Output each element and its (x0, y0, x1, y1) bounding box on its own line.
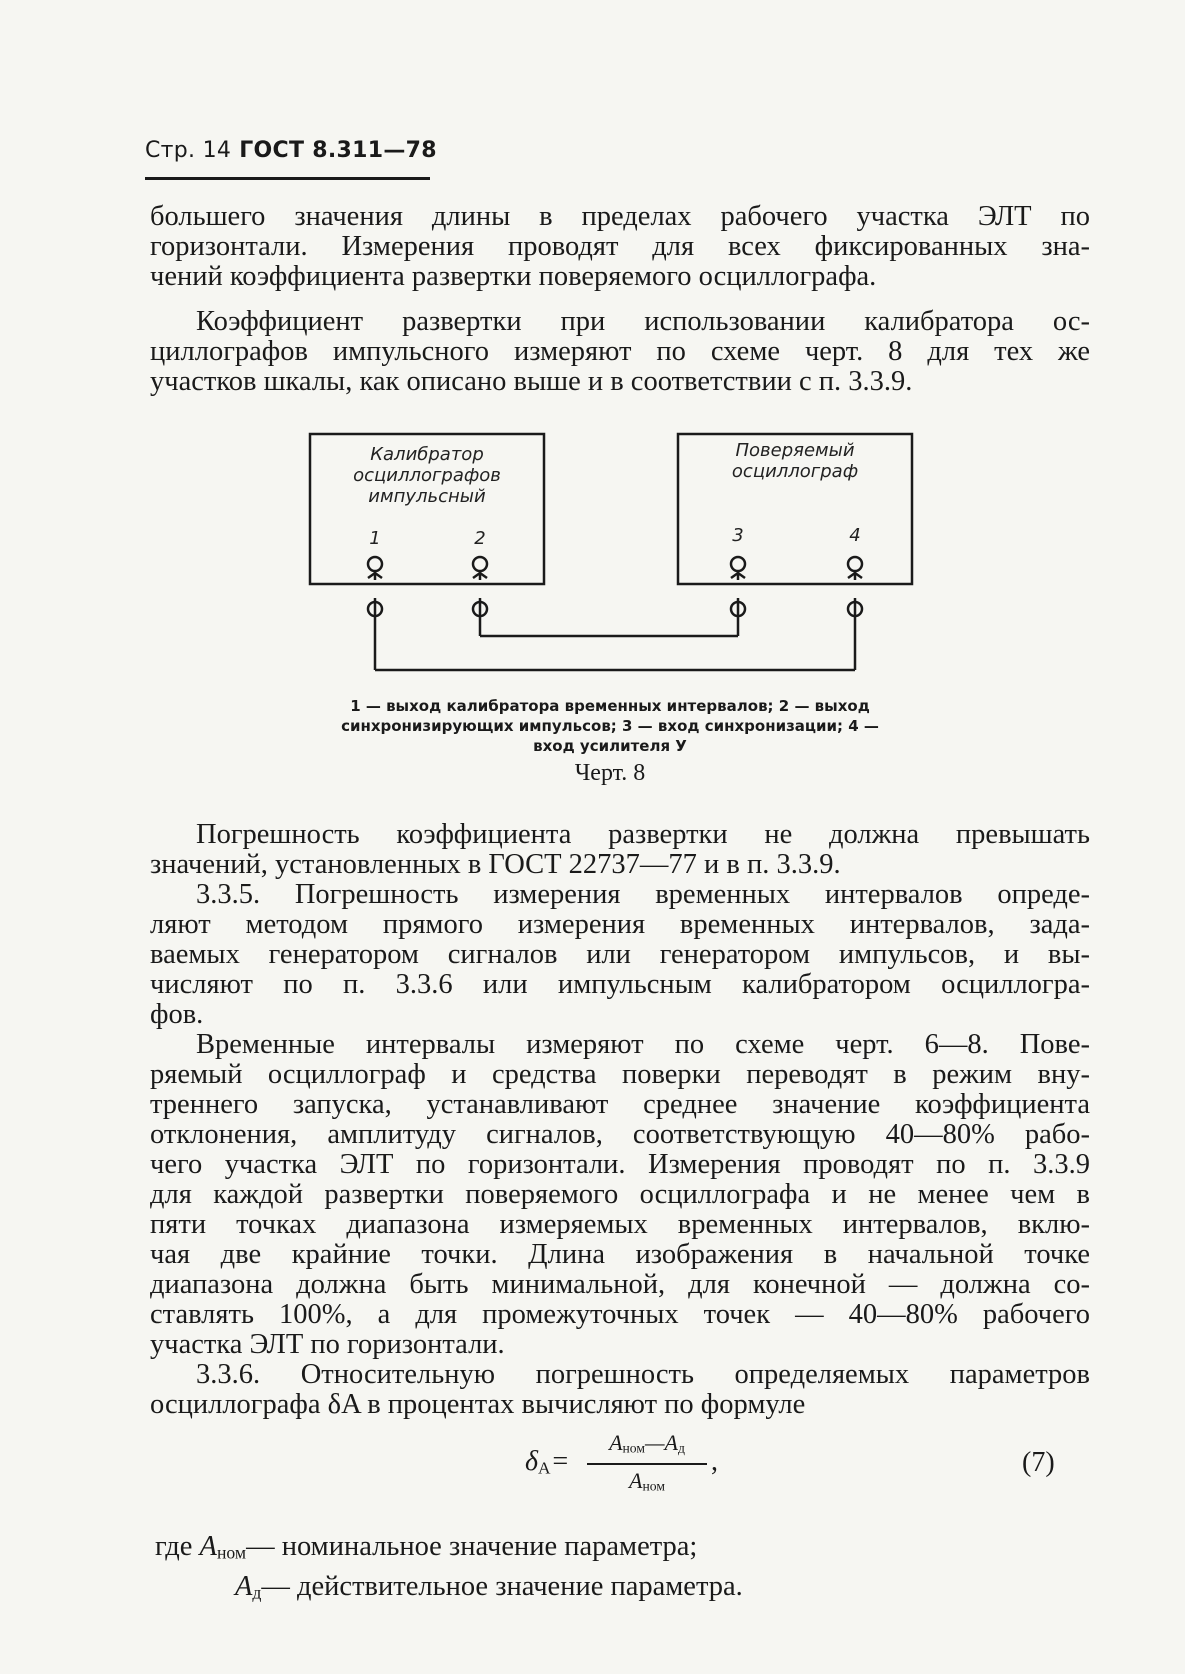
text-line: треннего запуска, устанавливают среднее значение коэффициента (150, 1089, 1090, 1120)
text-line: чего участка ЭЛТ по горизонтали. Измерения проводят по п. 3.3.9 (150, 1149, 1090, 1180)
formula-symbol: A (664, 1430, 678, 1455)
error-formula (525, 1430, 765, 1500)
connection-diagram (300, 428, 940, 688)
text-line: значений, установленных в ГОСТ 22737—77 и в п. 3.3.9. (150, 849, 841, 880)
block-label-line: Калибратор (370, 444, 484, 465)
formula-subscript: ном (622, 1440, 645, 1456)
formula-subscript: ном (216, 1542, 247, 1563)
page-header (145, 138, 437, 163)
legend-line: 1 — выход калибратора временных интервалов; 2 — выход (350, 697, 870, 715)
terminal-number: 2 (474, 528, 486, 549)
block-label-line: осциллографов (353, 465, 501, 486)
header-rule (145, 177, 430, 180)
text-line: чений коэффициента развертки поверяемого осциллографа. (150, 261, 877, 292)
block-label-line: осциллограф (731, 461, 859, 482)
formula-subscript: ном (642, 1478, 665, 1494)
formula-symbol: A (629, 1468, 643, 1493)
terminal-number: 1 (369, 528, 381, 549)
where-prefix: где (155, 1531, 193, 1562)
symbol-nominal (200, 1531, 247, 1562)
text-line: Коэффициент развертки при использовании калибратора ос- (196, 306, 1090, 337)
definition-actual: — действительное значение параметра. (261, 1570, 743, 1602)
diagram-legend (300, 696, 920, 756)
text-line: 3.3.6. Относительную погрешность определяемых параметров (196, 1359, 1090, 1390)
definition-nominal: — номинальное значение параметра; (246, 1531, 698, 1562)
text-line: ряемый осциллограф и средства поверки переводят в режим вну- (150, 1059, 1090, 1090)
paragraph-1 (150, 202, 1090, 292)
text-line: ставлять 100%, а для промежуточных точек — 40—80% рабочего (150, 1299, 1090, 1330)
text-line: фов. (150, 999, 204, 1030)
formula-subscript: д (678, 1440, 685, 1456)
text-line: ваемых генератором сигналов или генератором импульсов, и вы- (150, 939, 1090, 970)
text-line: 3.3.5. Погрешность измерения временных интервалов опреде- (196, 879, 1090, 910)
formula-denominator (587, 1468, 707, 1495)
paragraph-6 (150, 1360, 1090, 1420)
standard-designation: ГОСТ 8.311—78 (239, 138, 437, 163)
text-line: пяти точках диапазона измеряемых временных интервалов, вклю- (150, 1209, 1090, 1240)
formula-subscript: A (538, 1458, 551, 1478)
text-line: осциллографа δA в процентах вычисляют по формуле (150, 1389, 806, 1420)
legend-row-nominal (155, 1530, 743, 1570)
text-line: для каждой развертки поверяемого осциллографа и не менее чем в (150, 1179, 1090, 1210)
terminal-number: 3 (732, 525, 744, 546)
terminal-number: 4 (849, 525, 861, 546)
symbol-actual (235, 1571, 261, 1602)
formula-symbol: A (235, 1570, 253, 1602)
formula-subscript: д (252, 1582, 262, 1603)
text-line: ляют методом прямого измерения временных интервалов, зада- (150, 909, 1090, 940)
paragraph-3 (150, 820, 1090, 880)
formula-symbol: δ (525, 1446, 539, 1477)
formula-number: (7) (1022, 1447, 1055, 1478)
paragraph-5 (150, 1030, 1090, 1360)
text-line: участков шкалы, как описано выше и в соответствии с п. 3.3.9. (150, 366, 913, 397)
formula-comma: , (711, 1446, 718, 1477)
formula-lhs (525, 1446, 569, 1478)
page-number: Стр. 14 (145, 138, 232, 163)
text-line: диапазона должна быть минимальной, для конечной — должна со- (150, 1269, 1090, 1300)
text-line: Временные интервалы измеряют по схеме черт. 6—8. Пове- (196, 1029, 1090, 1060)
paragraph-2 (150, 307, 1090, 397)
text-line: числяют по п. 3.3.6 или импульсным калибратором осциллогра- (150, 969, 1090, 1000)
text-line: циллографов импульсного измеряют по схеме черт. 8 для тех же (150, 336, 1090, 367)
fraction-bar (587, 1463, 707, 1465)
block-label-line: импульсный (368, 486, 486, 507)
legend-row-actual (155, 1570, 743, 1610)
oscilloscope-label (678, 440, 912, 482)
text-line: отклонения, амплитуду сигналов, соответствующую 40—80% рабо- (150, 1119, 1090, 1150)
connector-icon (368, 557, 862, 580)
text-line: чая две крайние точки. Длина изображения в начальной точке (150, 1239, 1090, 1270)
text-line: участка ЭЛТ по горизонтали. (150, 1329, 505, 1360)
formula-legend (155, 1530, 743, 1609)
text-line: Погрешность коэффициента развертки не должна превышать (196, 819, 1090, 850)
formula-equals: = (550, 1446, 570, 1477)
figure-caption: Черт. 8 (574, 760, 646, 786)
legend-line: вход усилителя У (533, 737, 687, 755)
formula-symbol: A (609, 1430, 623, 1455)
block-label-line: Поверяемый (735, 440, 855, 461)
formula-numerator (587, 1430, 707, 1457)
legend-line: синхронизирующих импульсов; 3 — вход синхронизации; 4 — (341, 717, 879, 735)
paragraph-4 (150, 880, 1090, 1030)
text-line: горизонтали. Измерения проводят для всех фиксированных зна- (150, 231, 1090, 262)
formula-minus: — (644, 1430, 665, 1455)
plug-icon (368, 598, 862, 670)
text-line: большего значения длины в пределах рабочего участка ЭЛТ по (150, 201, 1090, 232)
formula-symbol: A (199, 1531, 217, 1562)
calibrator-label (310, 444, 544, 507)
